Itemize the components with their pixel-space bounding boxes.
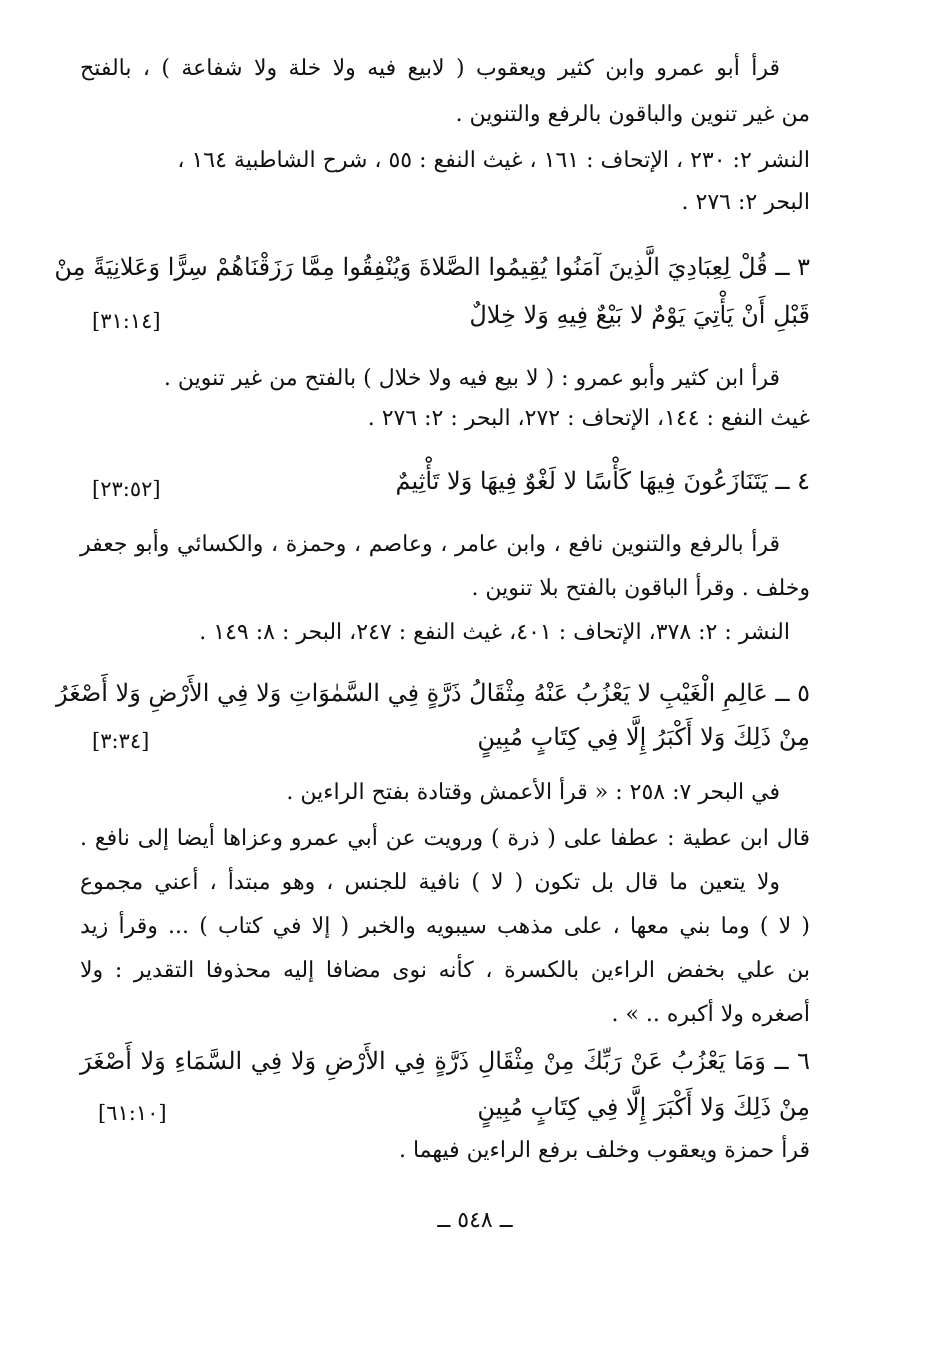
verse-line: ٣ ــ قُلْ لِعِبَادِيَ الَّذِينَ آمَنُوا يُقِيمُوا الصَّلاةَ وَيُنْفِقُوا مِمَّا رَزَقْنَاهُمْ سِرًّا وَعَلانِيَةً مِنْ (54, 253, 810, 281)
paragraph-line: ( لا ) وما بني معها ، على مذهب سيبويه والخبر ( إلا في كتاب ) ... وقرأ زيد (80, 914, 810, 939)
paragraph-line: وخلف . وقرأ الباقون بالفتح بلا تنوين . (471, 576, 810, 601)
verse-line: ٤ ــ يَتَنَازَعُونَ فِيهَا كَأْسًا لا لَغْوٌ فِيهَا وَلا تَأْثِيمٌ (395, 467, 810, 495)
verse-reference: [٣:٣٤] (92, 729, 150, 753)
paragraph-line: بن علي بخفض الراءين بالكسرة ، كأنه نوى مضافا إليه محذوفا التقدير : ولا (80, 958, 810, 983)
verse-reference: [٦١:١٠] (98, 1101, 167, 1125)
verse-reference: [٢٣:٥٢] (92, 477, 161, 501)
paragraph-line: ولا يتعين ما قال بل تكون ( لا ) نافية للجنس ، وهو مبتدأ ، أعني مجموع (80, 870, 780, 895)
paragraph-line: قرأ أبو عمرو وابن كثير ويعقوب ( لابيع فيه ولا خلة ولا شفاعة ) ، بالفتح (80, 56, 780, 81)
paragraph-line: أصغره ولا أكبره .. » . (611, 1002, 810, 1027)
paragraph-line: من غير تنوين والباقون بالرفع والتنوين . (455, 102, 810, 127)
paragraph-line: قرأ ابن كثير وأبو عمرو : ( لا بيع فيه ولا خلال ) بالفتح من غير تنوين . (163, 366, 780, 391)
verse-line: قَبْلِ أَنْ يَأْتِيَ يَوْمٌ لا بَيْعٌ فِيهِ وَلا خِلالٌ (469, 301, 810, 329)
verse-line: مِنْ ذَلِكَ وَلا أَكْبَرَ إِلَّا فِي كِتَابٍ مُبِينٍ (477, 1093, 810, 1121)
verse-line: ٥ ــ عَالِمِ الْغَيْبِ لا يَعْزُبُ عَنْهُ مِثْقَالُ ذَرَّةٍ فِي السَّمٰوَاتِ وَلا فِي الأَرْضِ وَلا أَصْغَرُ (56, 679, 810, 707)
paragraph-line: قرأ حمزة ويعقوب وخلف برفع الراءين فيهما . (398, 1138, 810, 1163)
paragraph-line: في البحر ٧: ٢٥٨ : « قرأ الأعمش وقتادة بفتح الراءين . (286, 780, 780, 805)
reference-line: البحر ٢: ٢٧٦ . (681, 190, 810, 215)
page-number: ــ ٥٤٨ ــ (437, 1208, 513, 1233)
reference-line: النشر : ٢: ٣٧٨، الإتحاف : ٤٠١، غيث النفع : ٢٤٧، البحر : ٨: ١٤٩ . (199, 620, 790, 645)
paragraph-line: قال ابن عطية : عطفا على ( ذرة ) ورويت عن أبي عمرو وعزاها أيضا إلى نافع . (80, 826, 810, 851)
reference-line: غيث النفع : ١٤٤، الإتحاف : ٢٧٢، البحر : ٢: ٢٧٦ . (367, 406, 810, 431)
verse-line: ٦ ــ وَمَا يَعْزُبُ عَنْ رَبِّكَ مِنْ مِثْقَالِ ذَرَّةٍ فِي الأَرْضِ وَلا فِي السَّمَاءِ وَلا أَصْغَرَ (80, 1047, 810, 1075)
paragraph-line: قرأ بالرفع والتنوين نافع ، وابن عامر ، وعاصم ، وحمزة ، والكسائي وأبو جعفر (80, 532, 780, 557)
verse-reference: [٣١:١٤] (92, 309, 161, 333)
verse-line: مِنْ ذَلِكَ وَلا أَكْبَرُ إِلَّا فِي كِتَابٍ مُبِينٍ (477, 723, 810, 751)
reference-line: النشر ٢: ٢٣٠ ، الإتحاف : ١٦١ ، غيث النفع : ٥٥ ، شرح الشاطبية ١٦٤ ، (177, 148, 810, 173)
